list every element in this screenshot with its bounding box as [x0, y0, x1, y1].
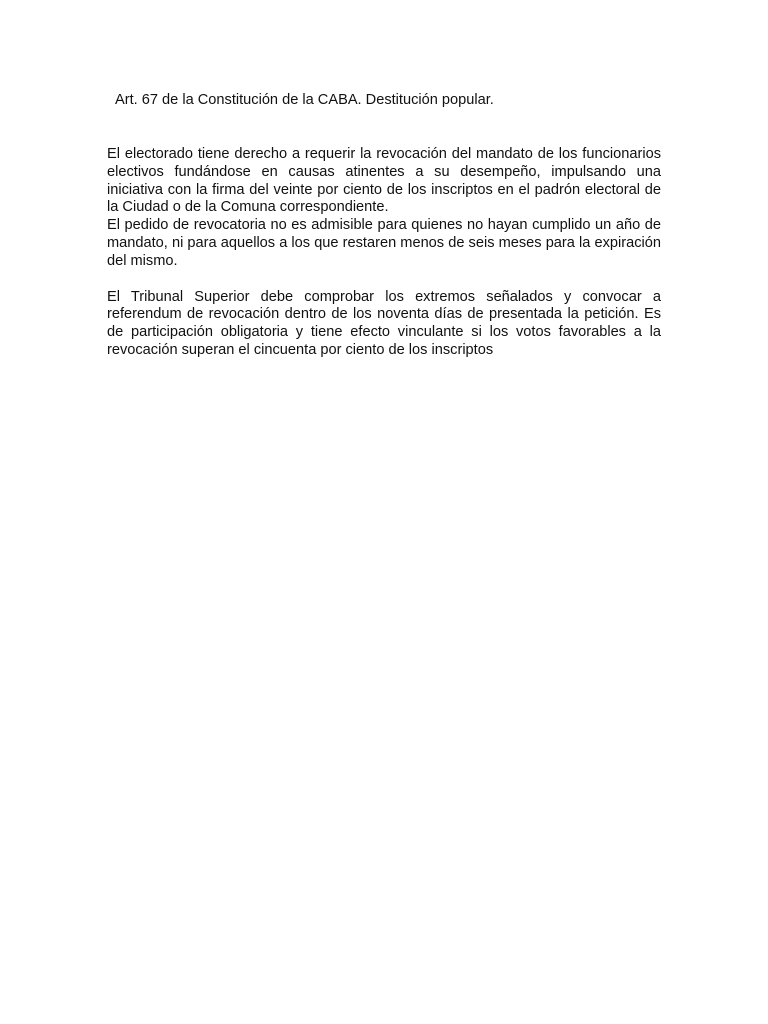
- paragraph-tribunal-referendum: El Tribunal Superior debe comprobar los extremos señalados y convocar a referendum de revocación dentro de los noventa días de presentada la petición. Es de participación obligatoria y tiene efecto vinculante si los votos favorables a la revocación superan el cincuenta por ciento de los inscriptos: [107, 288, 661, 358]
- paragraph-revocation-right: El electorado tiene derecho a requerir la revocación del mandato de los funcionarios electivos fundándose en causas atinentes a su desempeño, impulsando una iniciativa con la firma del veinte por ciento de los inscriptos en el padrón electoral de la Ciudad o de la Comuna correspondiente.: [107, 146, 661, 216]
- paragraph-spacer: [107, 271, 661, 289]
- document-body: [107, 146, 661, 360]
- paragraph-admissibility: El pedido de revocatoria no es admisible para quienes no hayan cumplido un año de mandato, ni para aquellos a los que restaren menos de seis meses para la expiración del mismo.: [107, 217, 661, 269]
- document-title: Art. 67 de la Constitución de la CABA. Destitución popular.: [115, 92, 494, 108]
